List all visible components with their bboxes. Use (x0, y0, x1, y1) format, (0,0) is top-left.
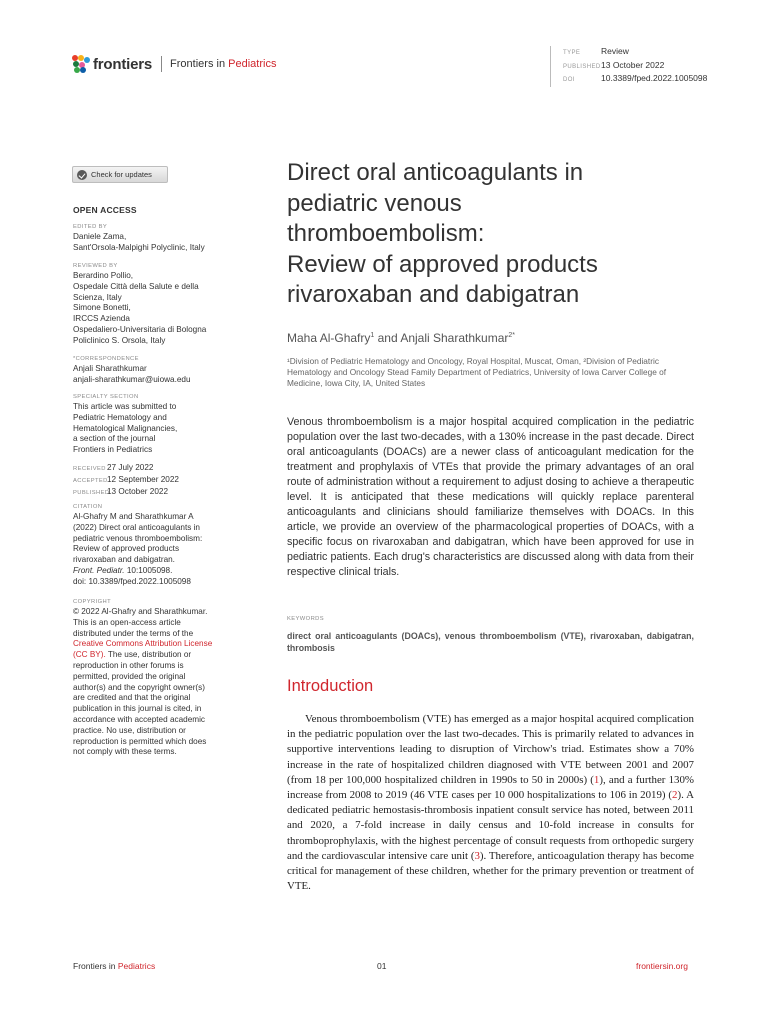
license-link[interactable]: Creative Commons Attribution License (73, 639, 213, 649)
article-title: Direct oral anticoagulants in pediatric venous thromboembolism: Review of approved products rivaroxaban and dabigatran (287, 159, 598, 308)
check-updates-icon (77, 170, 87, 180)
journal-header (72, 55, 276, 73)
citation-doi[interactable]: doi: 10.3389/fped.2022.1005098 (73, 576, 191, 586)
citation-section: CITATION Al-Ghafry M and Sharathkumar A (2022) Direct oral anticoagulants in pediatric venous thromboembolism: Review of approved products rivaroxaban and dabigatran. Front. Pediatr. 10:1005098. doi: 10.3389/fped.2022.1005098 (73, 503, 238, 588)
date-published: PUBLISHED13 October 2022 (73, 486, 168, 496)
correspondence-section: *CORRESPONDENCE Anjali Sharathkumar anjali-sharathkumar@uiowa.edu (73, 355, 238, 386)
meta-doi: DOI 10.3389/fped.2022.1005098 (563, 73, 708, 83)
author-list: Maha Al-Ghafry$^1$ and Anjali Sharathkumar$^{2*}$ (287, 331, 515, 345)
license-link-cc[interactable]: (CC BY). (73, 650, 106, 660)
specialty-section: SPECIALTY SECTION This article was submitted to Pediatric Hematology and Hematological Malignancies, a section of the journal Frontiers in Pediatrics (73, 394, 178, 455)
keywords: direct oral anticoagulants (DOACs), venous thromboembolism (VTE), rivaroxaban, dabigatran, thrombosis (287, 631, 694, 653)
reference-link-1[interactable]: 1 (593, 773, 600, 786)
date-received: RECEIVED27 July 2022 (73, 463, 154, 472)
affiliations: ¹Division of Pediatric Hematology and Oncology, Royal Hospital, Muscat, Oman, ²Division of Pediatric Hematology and Oncology Stead Family Department of Pediatrics, University of Iowa Carver College of Medicine, Iowa City, IA, United States (287, 356, 667, 388)
footer-site-link[interactable]: frontiersin.org (636, 961, 688, 971)
copyright-section: COPYRIGHT © 2022 Al-Ghafry and Sharathkumar. This is an open-access article distributed under the terms of the Creative Commons Attribution License (CC BY). The use, distribution or reproduction in other forums is permitted, provided the original author(s) and the copyright owner(s) are credited and that the original publication in this journal is cited, in accordance with accepted academic practice. No use, distribution or reproduction is permitted which does not comply with these terms. (73, 598, 238, 758)
section-heading-introduction: Introduction (287, 677, 374, 695)
header-divider (161, 56, 162, 72)
article-meta (550, 46, 707, 87)
edited-by-section: EDITED BY Daniele Zama, Sant'Orsola-Malpighi Polyclinic, Italy (73, 224, 205, 252)
reference-link-3[interactable]: 3 (474, 849, 480, 862)
footer-journal[interactable]: Frontiers in Pediatrics (73, 961, 156, 971)
check-for-updates-button[interactable]: Check for updates (72, 166, 168, 183)
keywords-label: KEYWORDS (287, 616, 325, 622)
frontiers-wordmark[interactable]: frontiers (93, 55, 153, 73)
author-2[interactable]: Anjali Sharathkumar (400, 331, 509, 345)
date-accepted: ACCEPTED12 September 2022 (73, 474, 179, 484)
journal-name[interactable]: Frontiers in Pediatrics (170, 58, 277, 70)
abstract: Venous thromboembolism is a major hospital acquired complication in the pediatric population over the last two-decades, with a 130% increase in the past decade. Direct oral anticoagulants (DOACs) are a newer class of anticoagulant medication for the treatment and prophylaxis of VTEs that provide the primary advantages of an oral route of administration without a requirement to adjust dosing to achieve a therapeutic level. It is anticipated that these medications will quickly replace parenteral anticoagulants and clinicians should familiarize themselves with DOACs. In this article, we provide an overview of the pharmacological properties of DOACs, with a specific focus on rivaroxaban and dabigatran, which have been approved for use in pediatric patients. Each drug's characteristics are discussed along with data from their respective clinical trials. (287, 416, 694, 578)
open-access-label: OPEN ACCESS (73, 205, 137, 215)
introduction-paragraph: Venous thromboembolism (VTE) has emerged as a major hospital acquired complication in the pediatric population over the last two-decades. This is primarily related to advances in supportive interventions leading to disruption of Virchow's triad. Estimates show a 70% increase in the rate of hospitalized children diagnosed with VTE between 2001 and 2007 (from 18 per 100,000 hospitalized children in 1990s to 50 in 2000s) (1), and a further 130% increase from 2008 to 2019 (46 VTE cases per 10 000 hospitalizations to 106 in 2019) (2). A dedicated pediatric hemostasis-thrombosis inpatient consult service has noted, between 2011 and 2020, a 7-fold increase in daily census and 10-fold increase in consults for thromboprophylaxis, with the highest percentage of consult requests from orthopedic surgery and the cardiovascular intensive care unit (3). Therefore, anticoagulation therapy has become critical for management of these children, whether for the primary prevention or treatment of VTE. (287, 713, 694, 893)
meta-type: TYPE Review (563, 46, 629, 56)
reviewed-by-section: REVIEWED BY Berardino Pollio, Ospedale Città della Salute e della Scienza, Italy Simone Bonetti, IRCCS Azienda Ospedaliero-Universitaria di Bologna Policlinico S. Orsola, Italy (73, 263, 207, 345)
frontiers-logo-icon (72, 55, 90, 73)
author-1[interactable]: Maha Al-Ghafry (287, 331, 371, 345)
meta-published: PUBLISHED13 October 2022 (563, 59, 665, 70)
reference-link-2[interactable]: 2 (672, 789, 678, 802)
dates-section (73, 463, 238, 498)
page-number: 01 (377, 961, 387, 971)
correspondence-email[interactable]: anjali-sharathkumar@uiowa.edu (73, 374, 191, 384)
